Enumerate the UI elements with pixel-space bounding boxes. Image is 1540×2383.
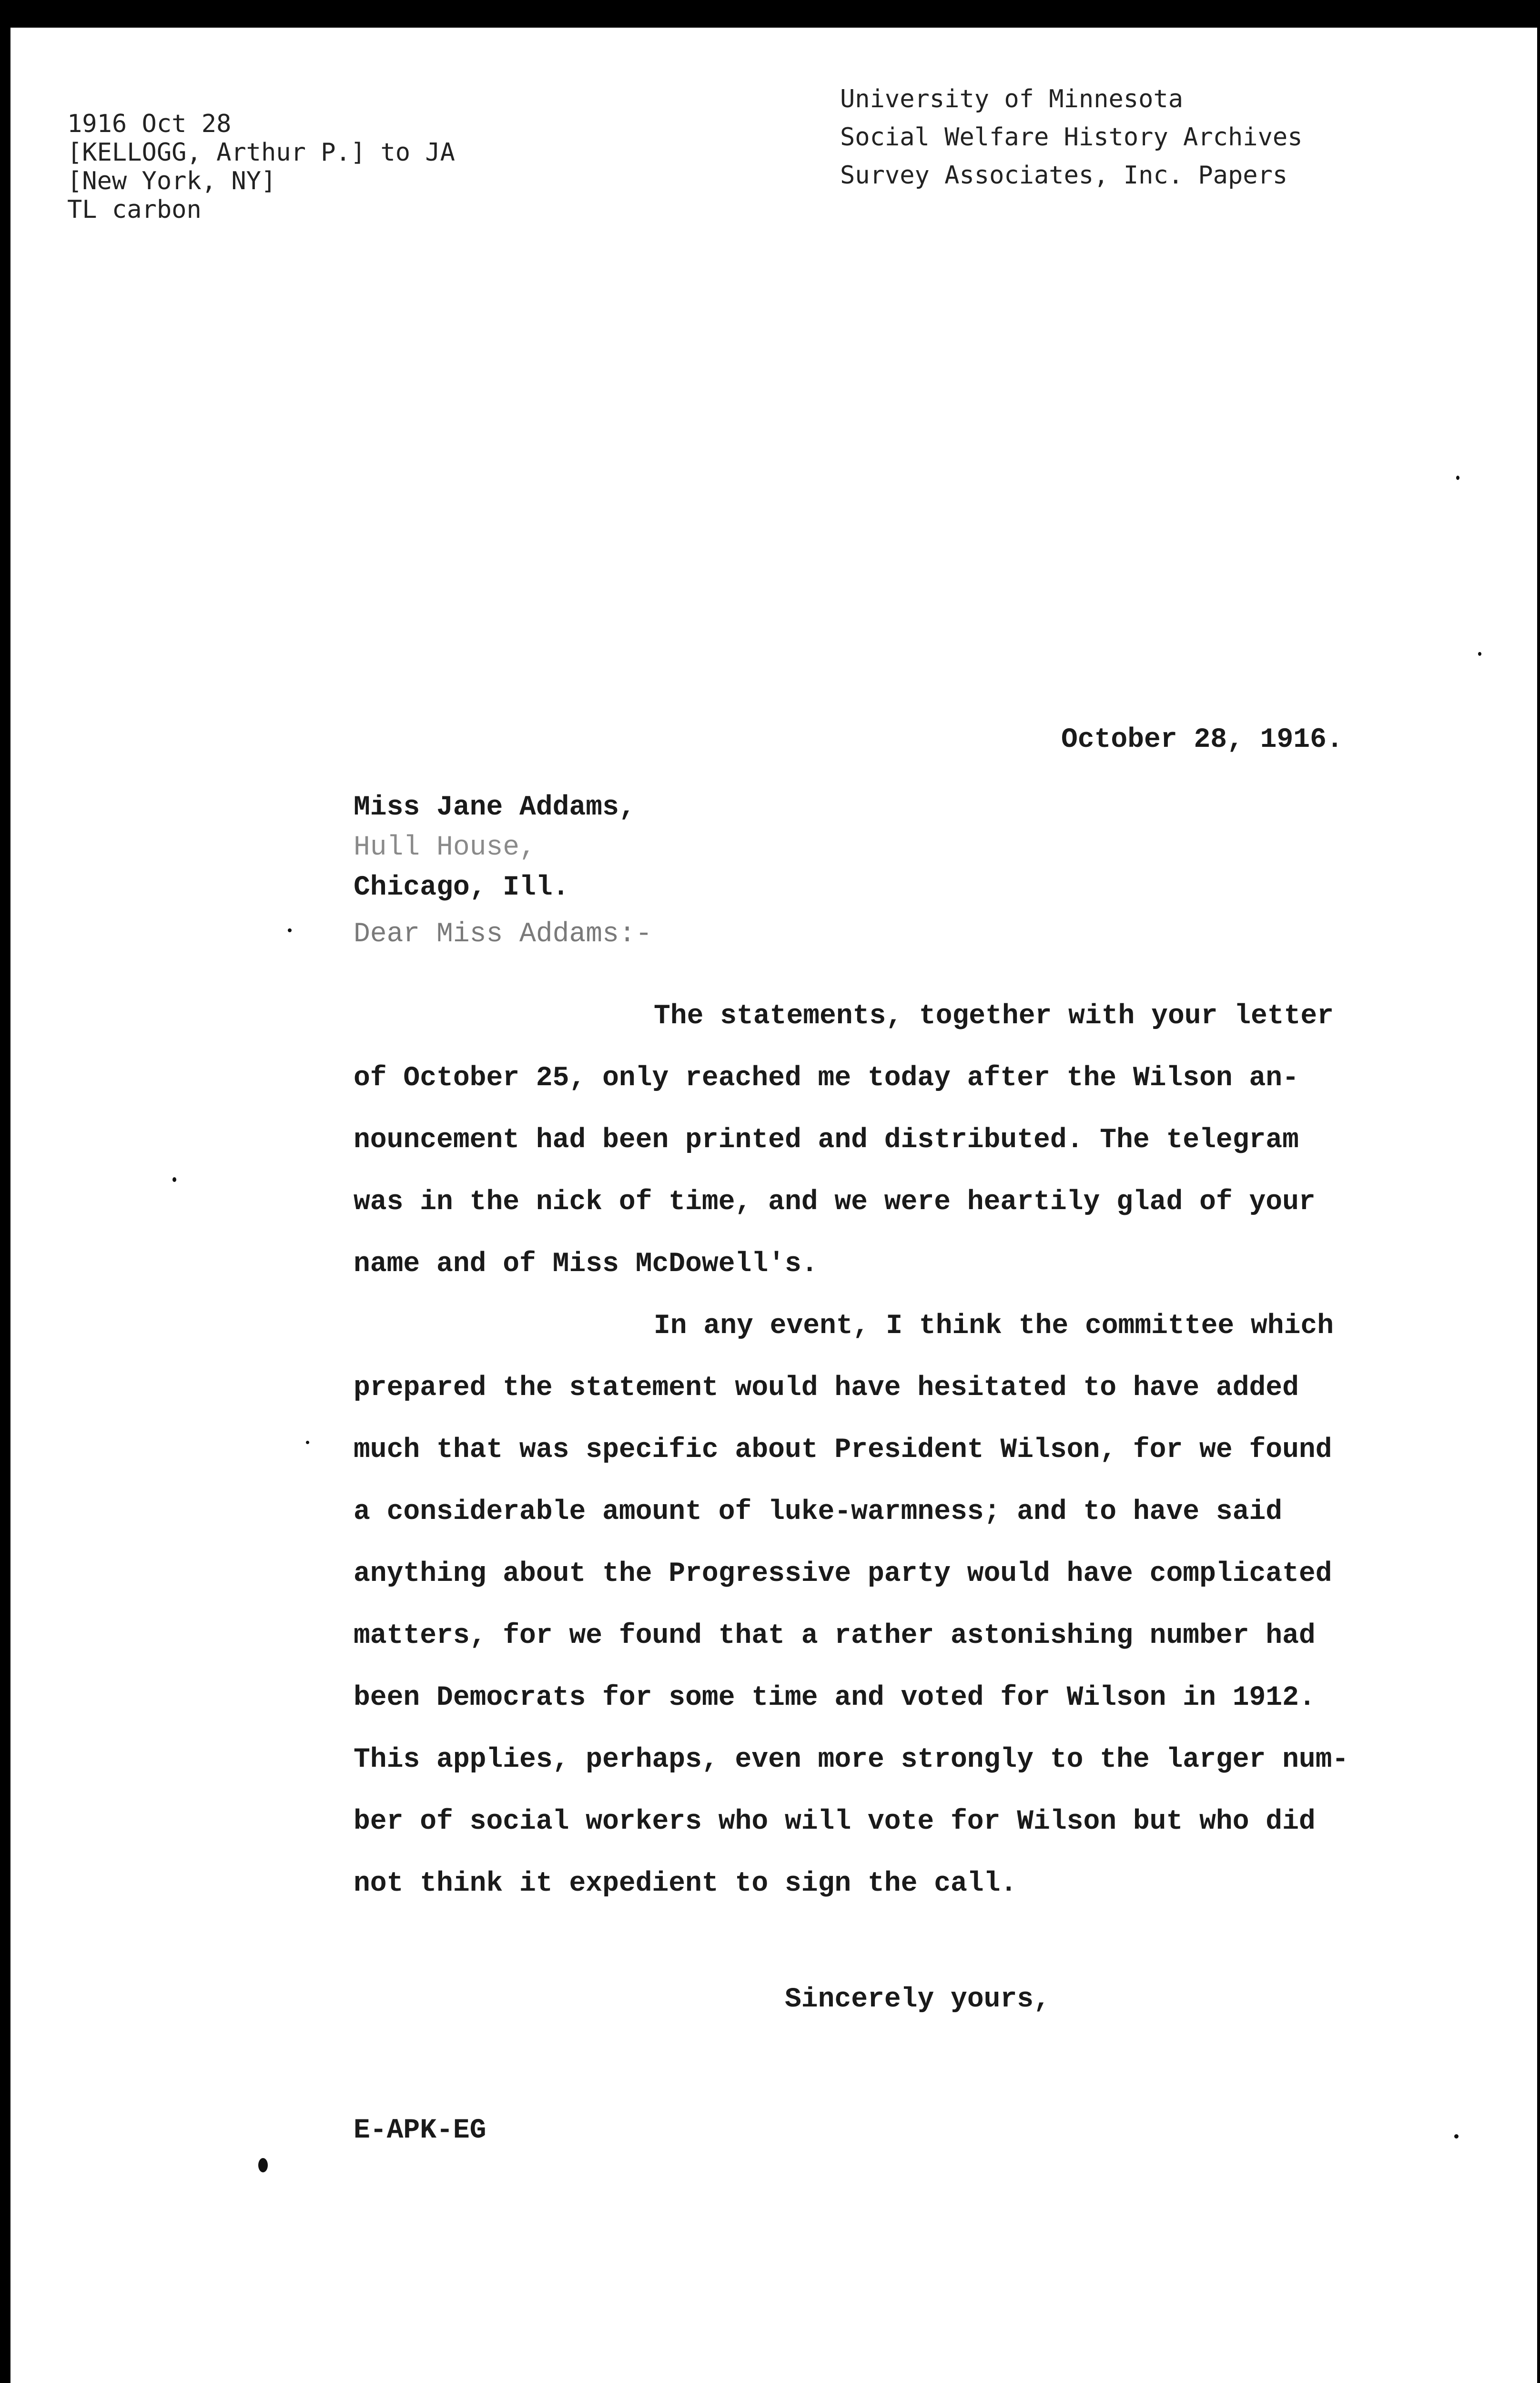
body-line: prepared the statement would have hesitated to have added <box>354 1373 1299 1404</box>
repository-university: University of Minnesota <box>840 85 1184 113</box>
recipient-place: Hull House, <box>354 832 536 863</box>
body-line: ber of social workers who will vote for Wilson but who did <box>354 1806 1316 1837</box>
recipient-name: Miss Jane Addams, <box>354 792 636 823</box>
catalog-place: [New York, NY] <box>67 167 276 195</box>
ink-speck <box>172 1177 176 1182</box>
letter-date: October 28, 1916. <box>1061 724 1343 755</box>
body-line: nouncement had been printed and distributed. The telegram <box>354 1125 1299 1156</box>
document-page <box>10 28 1537 2383</box>
body-line: been Democrats for some time and voted for Wilson in 1912. <box>354 1682 1316 1713</box>
closing: Sincerely yours, <box>785 1984 1050 2015</box>
letter-body <box>354 986 1430 1915</box>
ink-speck <box>258 2158 268 2172</box>
archive-catalog-note <box>67 110 455 224</box>
repository-archive: Social Welfare History Archives <box>840 123 1303 152</box>
body-line: much that was specific about President Wilson, for we found <box>354 1435 1332 1466</box>
catalog-date: 1916 Oct 28 <box>67 110 232 138</box>
repository-collection: Survey Associates, Inc. Papers <box>840 161 1288 190</box>
salutation: Dear Miss Addams:- <box>354 919 652 950</box>
ink-speck <box>306 1441 309 1444</box>
ink-speck <box>288 928 292 932</box>
recipient-city: Chicago, Ill. <box>354 872 569 903</box>
ink-speck <box>1456 476 1459 480</box>
ink-speck <box>1454 2134 1459 2139</box>
catalog-format: TL carbon <box>67 195 202 224</box>
ink-speck <box>1478 652 1481 656</box>
recipient-address <box>354 788 636 908</box>
body-line: of October 25, only reached me today after the Wilson an- <box>354 1063 1299 1094</box>
reference-initials: E-APK-EG <box>354 2115 486 2146</box>
body-line: matters, for we found that a rather astonishing number had <box>354 1620 1316 1651</box>
body-line: In any event, I think the committee which <box>654 1311 1334 1342</box>
body-line: anything about the Progressive party would have complicated <box>354 1558 1332 1589</box>
repository-header <box>840 80 1303 194</box>
body-line: was in the nick of time, and we were heartily glad of your <box>354 1187 1316 1218</box>
body-line: not think it expedient to sign the call. <box>354 1868 1017 1899</box>
body-line: a considerable amount of luke-warmness; and to have said <box>354 1497 1283 1528</box>
body-line: name and of Miss McDowell's. <box>354 1249 818 1280</box>
body-line: The statements, together with your letter <box>654 1001 1334 1032</box>
catalog-correspondents: [KELLOGG, Arthur P.] to JA <box>67 138 455 167</box>
body-line: This applies, perhaps, even more strongly to the larger num- <box>354 1744 1349 1775</box>
